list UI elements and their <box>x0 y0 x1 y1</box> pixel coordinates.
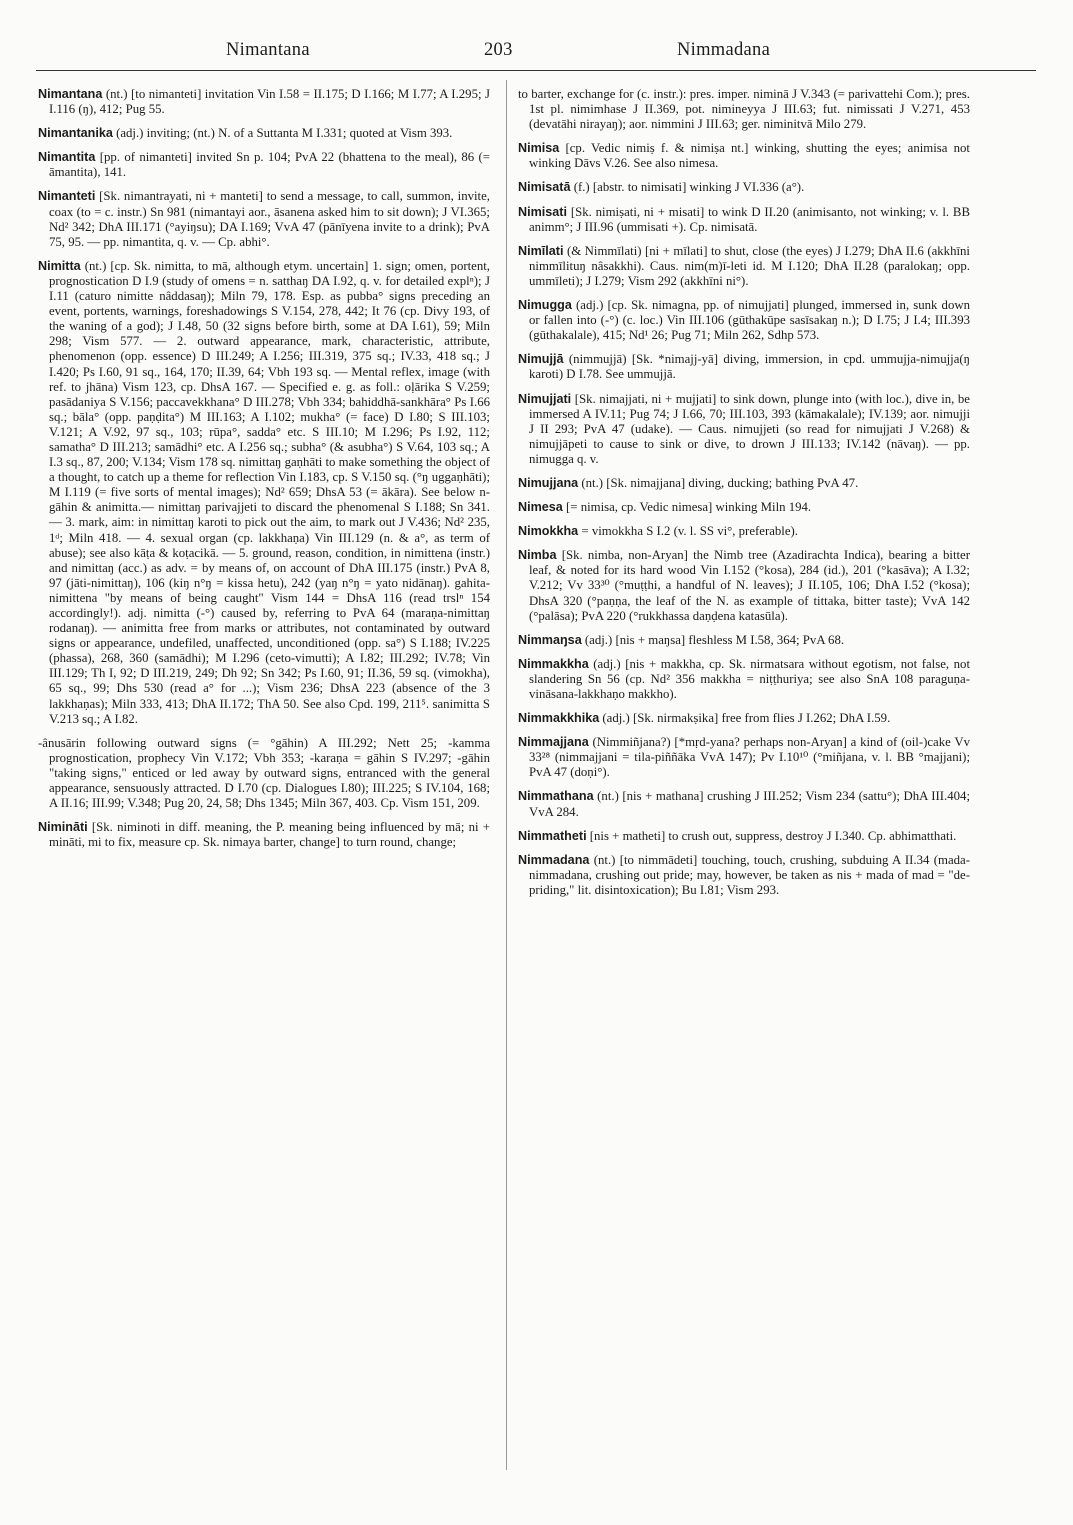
entry-definition: [= nimisa, cp. Vedic nimesa] winking Miln 194. <box>562 500 812 515</box>
entry-definition: = vimokkha S I.2 (v. l. SS vi°, preferable). <box>578 524 798 539</box>
entry-definition: (& Nimmīlati) [ni + mīlati] to shut, close (the eyes) J I.279; DhA II.6 (akkhīni nimmīlituŋ nâsakkhi). Caus. nim(m)ī-leti id. M I.120; DhA II.28 (paralokaŋ; opp. ummīleti); J I.279; Vism 292 (akkhīni ni°). <box>529 243 970 288</box>
entry-headword: Nimesa <box>518 500 563 515</box>
entry-headword: Nimisatā <box>518 180 571 195</box>
entry-definition: [nis + matheti] to crush out, suppress, destroy J I.340. Cp. abhimatthati. <box>586 828 957 843</box>
dictionary-entry <box>518 735 970 780</box>
entry-definition: (Nimmiñjana?) [*mṛd-yana? perhaps non-Aryan] a kind of (oil-)cake Vv 33²⁸ (nimmajjani = tila-piññāka VvA 147); Pv I.10¹⁰ (°miñjana, v. l. BB °majjani); PvA 47 (doṇi°). <box>529 735 970 780</box>
entry-headword: Nimantanika <box>38 126 113 141</box>
column-divider <box>506 80 507 1470</box>
entry-headword: Nimmajjana <box>518 735 589 750</box>
entry-definition: (adj.) [Sk. nirmakṣika] free from flies J I.262; DhA I.59. <box>599 711 891 726</box>
entry-definition: (adj.) [nis + maŋsa] fleshless M I.58, 364; PvA 68. <box>581 632 845 647</box>
entry-headword: Nimmaŋsa <box>518 632 582 647</box>
dictionary-entry <box>518 657 970 702</box>
entry-definition: -ânusārin following outward signs (= °gāhin) A III.292; Nett 25; -kamma prognostication, prophecy Vin V.172; Vbh 353; -karaṇa = gāhin S IV.297; -gāhin "taking signs," enticed or led away by outward signs, entranced with the general appearance, sensuously attracted. D I.70 (cp. Dialogues I.80); III.225; S IV.104, 168; A II.16; III.99; V.348; Pug 20, 24, 58; Dhs 1345; Miln 367, 403. Cp. Vism 151, 209. <box>38 735 490 811</box>
entry-headword: Nimantana <box>38 87 103 101</box>
right-column <box>518 87 970 907</box>
entry-headword: Nimba <box>518 548 557 563</box>
entry-headword: Nimanteti <box>38 189 96 204</box>
entry-definition: [Sk. niminoti in diff. meaning, the P. meaning being influenced by mā; ni + mināti, mi to fix, measure cp. Sk. nimaya barter, change] to turn round, change; <box>49 820 490 850</box>
dictionary-entry <box>38 189 490 249</box>
dictionary-entry <box>518 548 970 623</box>
dictionary-entry <box>38 259 490 727</box>
entry-definition: (adj.) inviting; (nt.) N. of a Suttanta M I.331; quoted at Vism 393. <box>112 126 453 141</box>
entry-headword: Nimmakkhika <box>518 711 600 726</box>
entry-definition: [Sk. nimba, non-Aryan] the Nimb tree (Azadirachta Indica), bearing a bitter leaf, & noted for its hard wood Vin I.152 (°kosa), 284 (id.), 201 (°kasāva); A I.32; V.212; Vv 33³⁰ (°muṭṭhi, a handful of N. leaves); J II.105, 106; DhA I.52 (°kosa); DhsA 320 (°paṇṇa, the leaf of the N. as example of tittaka, bitter taste); VvA 142 (°palāsa); PvA 220 (°rukkhassa daṇḍena katasūla). <box>529 548 970 623</box>
dictionary-entry <box>518 524 970 539</box>
entry-headword: Nimujjā <box>518 352 564 367</box>
dictionary-entry <box>518 244 970 289</box>
entry-definition: (f.) [abstr. to nimisati] winking J VI.336 (a°). <box>570 180 805 195</box>
dictionary-entry <box>518 141 970 171</box>
entry-definition: [pp. of nimanteti] invited Sn p. 104; PvA 22 (bhattena to the meal), 86 (= āmantita), 141. <box>49 150 490 180</box>
dictionary-entry <box>518 500 970 515</box>
entry-definition: (nt.) [Sk. nimajjana] diving, ducking; bathing PvA 47. <box>578 475 859 490</box>
entry-headword: Nimmadana <box>518 852 590 867</box>
entry-headword: Nimokkha <box>518 524 579 539</box>
dictionary-entry <box>518 476 970 491</box>
entry-definition: (nt.) [to nimanteti] invitation Vin I.58 = II.175; D I.166; M I.77; A I.295; J I.116 (ŋ), 412; Pug 55. <box>49 87 490 117</box>
dictionary-entry <box>38 87 490 117</box>
entry-definition: [Sk. nimiṣati, ni + misati] to wink D II.20 (animisanto, not winking; v. l. BB animm°; J III.96 (ummisati +). Cp. nimisatā. <box>529 204 970 234</box>
entry-headword: Nimmathana <box>518 789 594 804</box>
dictionary-entry <box>518 298 970 343</box>
dictionary-entry <box>38 736 490 811</box>
entry-headword: Nimugga <box>518 298 572 313</box>
entry-headword: Nimitta <box>38 258 81 273</box>
dictionary-entry <box>518 87 970 132</box>
entry-definition: (adj.) [cp. Sk. nimagna, pp. of nimujjati] plunged, immersed in, sunk down or fallen into (-°) (c. loc.) Vin III.106 (gūthakūpe sasīsakaŋ n.); D I.75; J I.4; III.393 (gūthakalale), 415; Nd¹ 26; Pug 71; Miln 262, Sdhp 573. <box>529 298 970 343</box>
dictionary-entry <box>518 633 970 648</box>
entry-definition: (nt.) [cp. Sk. nimitta, to mā, although etym. uncertain] 1. sign; omen, portent, prognostication D I.9 (study of omens = n. satthaŋ DA I.92, q. v. for detailed explⁿ); J I.11 (caturo nimitte nâddasaŋ); Miln 79, 178. Esp. as pubba° signs preceding an event, portents, warnings, foreshadowings S V.154, 278, 442; It 76 (cp. Divy 193, of the waning of a god); J I.48, 50 (32 signs before birth, some at DA I.61), 59; Miln 298; Vism 577. — 2. outward appearance, mark, characteristic, attribute, phenomenon (opp. essence) D III.249; A I.256; III.319, 375 sq.; IV.33, 418 sq.; J I.420; Ps I.60, 91 sq., 164, 170; II.39, 64; Vbh 193 sq. — Mental reflex, image (with ref. to jhāna) Vism 123, cp. DhsA 167. — Specified e. g. as foll.: oḷārika S V.259; pasādaniya S V.156; paccavekkhana° D III.278; Vbh 334; bahiddhā-sankhāra° Ps I.66 sq.; bāla° (opp. paṇḍita°) M III.163; A I.102; mukha° (= face) D I.80; S III.103; V.121; A V.92, 97 sq., 103; rūpa°, sadda° etc. S III.10; M I.296; Ps I.92, 112; samatha° D III.213; samādhi° etc. A I.256 sq.; subha° (& asubha°) S V.64, 103 sq.; A I.3 sq., 87, 200; V.134; Vism 178 sq. nimittaŋ gaṇhāti to make something the object of a thought, to catch up a theme for reflection Vin I.183, cp. S V.150 sq. (°ŋ uggaṇhāti); M I.119 (= five sorts of mental images); Nd² 659; DhsA 53 (= ākāra). See below n-gāhin & animitta.— nimittaŋ parivajjeti to discard the phenomenal S I.188; Sn 341. — 3. mark, aim: in nimittaŋ karoti to pick out the aim, to mark out J V.436; Nd² 235, 1ᵈ; Miln 418. — 4. sexual organ (cp. lakkhaṇa) Vin III.129 (n. & a°, as term of abuse); see also kāṭa & koṭacikā. — 5. ground, reason, condition, in nimittena (instr.) and nimittaŋ (acc.) as adv. = by means of, on account of DhA III.175 (instr.) PvA 8, 97 (jāti-nimittaŋ), 106 (kiŋ n°ŋ = kissa hetu), 242 (yaŋ n°ŋ = yato nidānaŋ). gahita-nimittena "by means of being caught" Vism 144 = DhsA 116 (read trslⁿ 154 accordingly!). adj. nimitta (-°) caused by, referring to PvA 64 (maraṇa-nimittaŋ rodanaŋ). — animitta free from marks or attributes, not contaminated by outward signs or appearance, undefiled, unaffected, unconditioned (opp. sa°) S I.188; IV.225 (phassa), 268, 360 (samādhi); M I.296 (ceto-vimutti); A I.82; III.292; IV.78; Vin III.129; Th I, 92; D III.219, 249; Dh 92; Sn 342; Ps I.60, 91; II.36, 59 sq. (vimokha), 65 sq., 99; Dhs 530 (read a° for ...); Vism 236; DhsA 223 (absence of the 3 lakkhaṇas); Miln 333, 413; DhA II.172; ThA 50. See also Cpd. 199, 211⁵. sanimitta S V.213 sq.; A I.82. <box>49 258 490 726</box>
dictionary-entry <box>518 853 970 898</box>
entry-definition: [Sk. nimajjati, ni + mujjati] to sink down, plunge into (with loc.), dive in, be immersed A IV.11; Pug 74; J I.66, 70; III.103, 393 (kāmakalale); IV.139; aor. nimujji J II 293; PvA 47 (udake). — Caus. nimujjeti (so read for nimujjati J V.268) & nimujjāpeti to cause to sink or dive, to drown J III.133; IV.142 (nāvaŋ). — pp. nimugga q. v. <box>529 391 970 466</box>
page-number: 203 <box>484 40 513 60</box>
entry-headword: Nimināti <box>38 820 88 835</box>
entry-headword: Nimmatheti <box>518 828 587 843</box>
entry-definition: (nt.) [to nimmādeti] touching, touch, crushing, subduing A II.34 (mada-nimmadana, crushing out pride; may, however, be taken as nis + mada of mad = "de-priding," lit. disintoxication); Bu I.81; Vism 293. <box>529 852 970 897</box>
entry-definition: [Sk. nimantrayati, ni + manteti] to send a message, to call, summon, invite, coax (to = c. instr.) Sn 981 (nimantayi aor., āsanena asked him to sit down); J VI.365; Nd² 342; DhA III.171 (°ayiŋsu); DA I.169; VvA 47 (pānīyena invite to a drink); PvA 75, 95. — pp. nimantita, q. v. — Cp. abhi°. <box>49 189 490 249</box>
dictionary-entry <box>38 820 490 850</box>
entry-headword: Nimujjati <box>518 391 572 406</box>
entry-headword: Nimisa <box>518 141 560 156</box>
dictionary-entry <box>38 126 490 141</box>
entry-definition: (adj.) [nis + makkha, cp. Sk. nirmatsara without egotism, not false, not slandering Sn 56 (cp. Nd² 356 makkha = niṭṭhuriya; see also SnA 108 paraguṇa-vināsana-lakkhaṇo makkho). <box>529 656 970 701</box>
running-head-left: Nimantana <box>226 40 310 60</box>
dictionary-entry <box>518 352 970 382</box>
entry-definition: (nt.) [nis + mathana] crushing J III.252; Vism 234 (sattu°); DhA III.404; VvA 284. <box>529 789 970 819</box>
dictionary-entry <box>518 205 970 235</box>
left-column <box>38 87 490 859</box>
page-header <box>36 40 1036 70</box>
header-rule <box>36 70 1036 71</box>
dictionary-entry <box>518 711 970 726</box>
entry-headword: Nimantita <box>38 150 96 165</box>
entry-headword: Nimujjana <box>518 475 579 490</box>
dictionary-entry <box>518 392 970 467</box>
dictionary-entry <box>518 789 970 819</box>
entry-headword: Nimisati <box>518 204 567 219</box>
entry-headword: Nimīlati <box>518 243 564 258</box>
dictionary-entry <box>38 150 490 180</box>
entry-definition: [cp. Vedic nimiṣ f. & nimiṣa nt.] winking, shutting the eyes; animisa not winking Dāvs V.26. See also nimesa. <box>529 141 970 171</box>
entry-headword: Nimmakkha <box>518 656 589 671</box>
entry-definition: (nimmujjā) [Sk. *nimajj-yā] diving, immersion, in cpd. ummujja-nimujja(ŋ karoti) D I.78. See ummujjā. <box>529 352 970 382</box>
dictionary-entry <box>518 180 970 195</box>
entry-definition: to barter, exchange for (c. instr.): pres. imper. niminā J V.343 (= parivattehi Com.); pres. 1st pl. nimimhase J II.369, pot. nimineyya J III.63; fut. nimissati J V.271, 453 (devatāhi nirayaŋ); aor. nimmini J III.63; ger. niminitvā Milo 279. <box>518 87 970 132</box>
dictionary-entry <box>518 829 970 844</box>
running-head-right: Nimmadana <box>677 40 771 60</box>
